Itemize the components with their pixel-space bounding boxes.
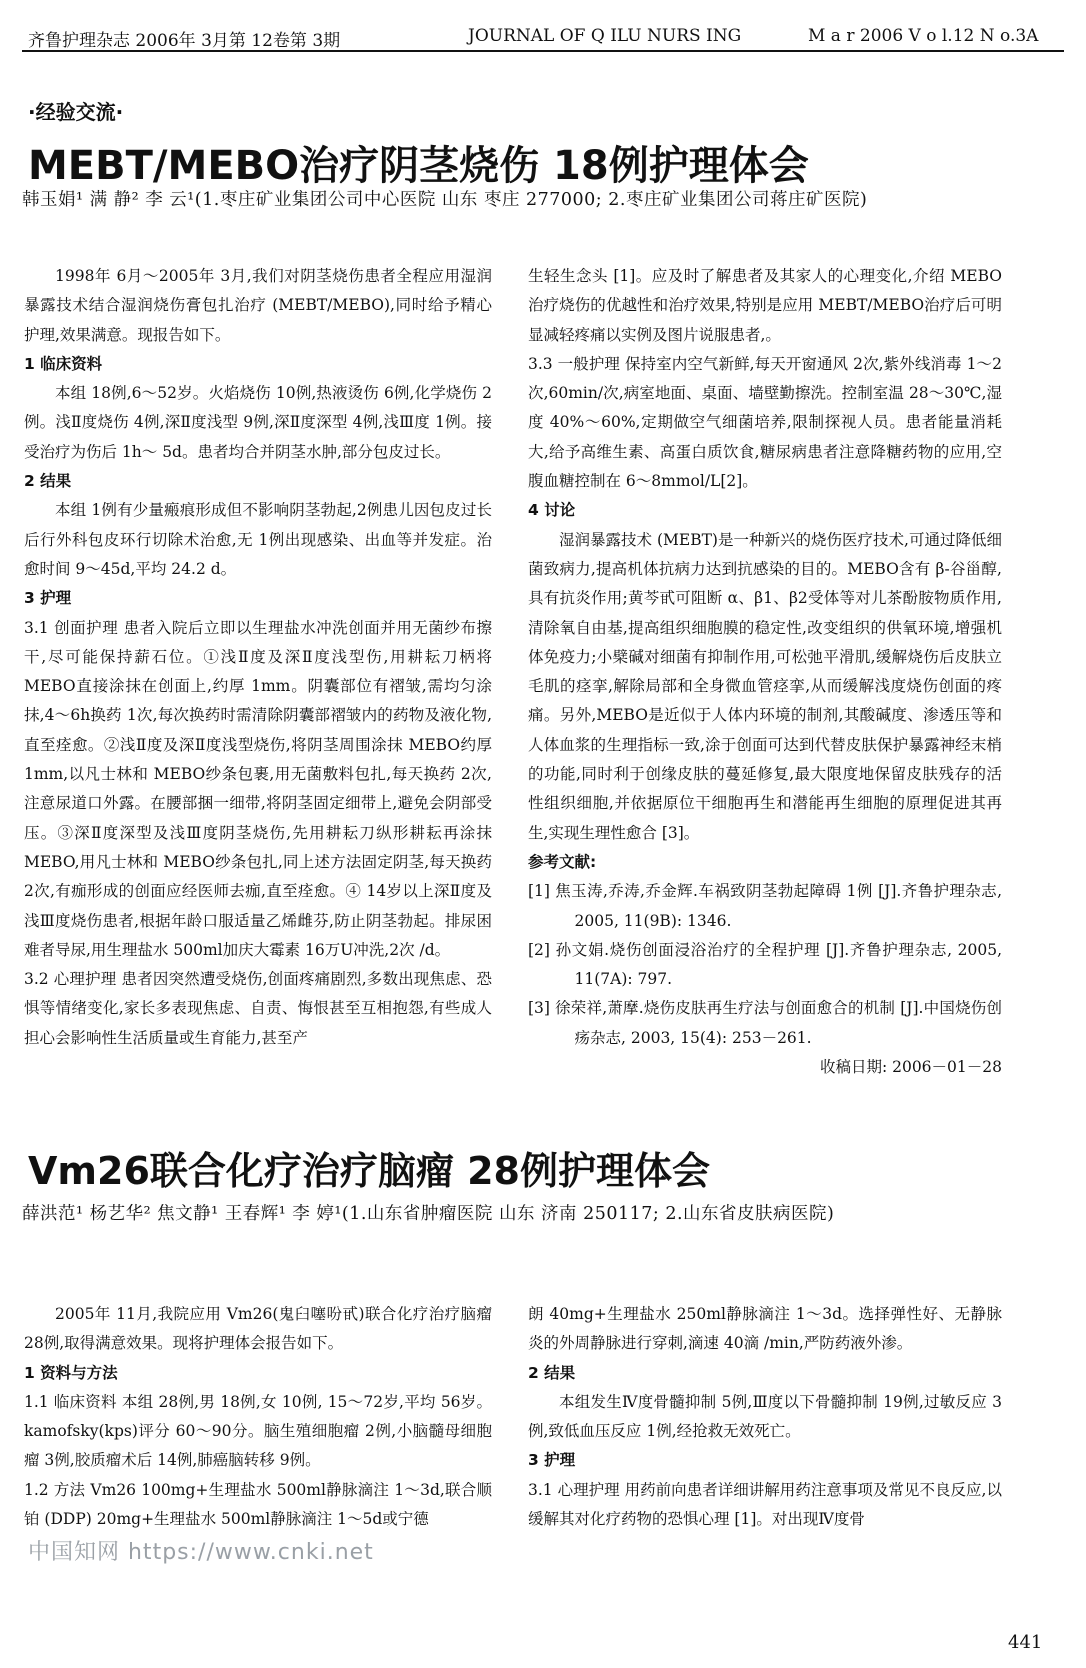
section-heading: 2 结果	[24, 472, 72, 491]
section-heading: 4 讨论	[528, 501, 576, 520]
article2-title: Vm26联合化疗治疗脑瘤 28例护理体会	[28, 1149, 710, 1193]
header-rule	[22, 50, 1064, 52]
paragraph: 1998年 6月～2005年 3月,我们对阴茎烧伤患者全程应用湿润暴露技术结合湿润烧伤膏包扎治疗 (MEBT/MEBO),同时给予精心护理,效果满意。现报告如下。	[24, 267, 492, 344]
section-tag: ·经验交流·	[28, 100, 124, 124]
paragraph: 本组发生Ⅳ度骨髓抑制 5例,Ⅲ度以下骨髓抑制 19例,过敏反应 3例,致低血压反应 1例,经抢救无效死亡。	[528, 1392, 1002, 1441]
paragraph: 3.2 心理护理 患者因突然遭受烧伤,创面疼痛剧烈,多数出现焦虑、恐惧等情绪变化,家长多表现焦虑、自责、悔恨甚至互相抱怨,有些成人担心会影响性生活质量或生育能力,甚至产	[24, 970, 492, 1047]
paragraph: 本组 18例,6～52岁。火焰烧伤 10例,热液烫伤 6例,化学烧伤 2例。浅Ⅱ度烧伤 4例,深Ⅱ度浅型 9例,深Ⅱ度深型 4例,浅Ⅲ度 1例。接受治疗为伤后 1h～ 5d。患者均合并阴茎水肿,部分包皮过长。	[24, 384, 492, 461]
section-heading: 1 资料与方法	[24, 1363, 118, 1382]
article2-left-column	[24, 1300, 492, 1534]
running-header	[28, 26, 1058, 51]
header-right: M a r 2006 V o l.12 N o.3A	[808, 26, 1039, 46]
paragraph: 3.1 心理护理 用药前向患者详细讲解用药注意事项及常见不良反应,以缓解其对化疗药物的恐惧心理 [1]。对出现Ⅳ度骨	[528, 1480, 1002, 1529]
paragraph: 湿润暴露技术 (MEBT)是一种新兴的烧伤医疗技术,可通过降低细菌致病力,提高机体抗病力达到抗感染的目的。MEBO含有 β-谷甾醇,具有抗炎作用;黄芩甙可阻断 α、β1、β2受体等对儿茶酚胺物质作用,清除氧自由基,提高组织细胞膜的稳定性,改变组织的供氧环境,增强机体免疫力;小檗碱对细菌有抑制作用,可松弛平滑肌,缓解烧伤后皮肤立毛肌的痉挛,解除局部和全身微血管痉挛,从而缓解浅度烧伤创面的疼痛。另外,MEBO是近似于人体内环境的制剂,其酸碱度、渗透压等和人体血浆的生理指标一致,涂于创面可达到代替皮肤保护暴露神经末梢的功能,同时利于创缘皮肤的蔓延修复,最大限度地保留皮肤残存的活性组织细胞,并依据原位干细胞再生和潜能再生细胞的原理促进其再生,实现生理性愈合 [3]。	[528, 530, 1002, 842]
paragraph: 朗 40mg+生理盐水 250ml静脉滴注 1～3d。选择弹性好、无静脉炎的外周静脉进行穿刺,滴速 40滴 /min,严防药液外渗。	[528, 1305, 1002, 1353]
section-heading: 2 结果	[528, 1363, 576, 1382]
header-left: 齐鲁护理杂志 2006年 3月第 12卷第 3期	[28, 31, 341, 51]
article2-right-column	[528, 1300, 1002, 1534]
paragraph: 3.3 一般护理 保持室内空气新鲜,每天开窗通风 2次,紫外线消毒 1～2次,60min/次,病室地面、桌面、墙壁勤擦洗。控制室温 28～30℃,湿度 40%～60%,定期做空气细菌培养,限制探视人员。患者能量消耗大,给予高维生素、高蛋白质饮食,糖尿病患者注意降糖药物的应用,空腹血糖控制在 6～8mmol/L[2]。	[528, 354, 1002, 491]
paragraph: 1.2 方法 Vm26 100mg+生理盐水 500ml静脉滴注 1～3d,联合顺铂 (DDP) 20mg+生理盐水 500ml静脉滴注 1～5d或宁德	[24, 1480, 492, 1529]
paragraph: 1.1 临床资料 本组 28例,男 18例,女 10例, 15～72岁,平均 56岁。kamofsky(kps)评分 60～90分。脑生殖细胞瘤 2例,小脑髓母细胞瘤 3例,胶质瘤术后 14例,肺癌脑转移 9例。	[24, 1392, 492, 1470]
section-heading: 参考文献:	[528, 852, 597, 871]
cnki-watermark: 中国知网 https://www.cnki.net	[28, 1540, 374, 1565]
reference-item: [1] 焦玉涛,乔涛,乔金辉.车祸致阴茎勃起障碍 1例 [J].齐鲁护理杂志, 2005, 11(9B): 1346.	[528, 882, 1002, 930]
paragraph: 生轻生念头 [1]。应及时了解患者及其家人的心理变化,介绍 MEBO治疗烧伤的优越性和治疗效果,特别是应用 MEBT/MEBO治疗后可明显减轻疼痛以实例及图片说服患者,。	[528, 267, 1002, 344]
paragraph: 2005年 11月,我院应用 Vm26(鬼臼噻吩甙)联合化疗治疗脑瘤 28例,取得满意效果。现将护理体会报告如下。	[24, 1305, 492, 1353]
paragraph: 本组 1例有少量瘢痕形成但不影响阴茎勃起,2例患儿因包皮过长后行外科包皮环行切除术治愈,无 1例出现感染、出血等并发症。治愈时间 9～45d,平均 24.2 d。	[24, 501, 492, 578]
paragraph: 3.1 创面护理 患者入院后立即以生理盐水冲洗创面并用无菌纱布擦干,尽可能保持薪石位。①浅Ⅱ度及深Ⅱ度浅型伤,用耕耘刀柄将 MEBO直接涂抹在创面上,约厚 1mm。阴囊部位有褶皱,需均匀涂抹,4～6h换药 1次,每次换药时需清除阴囊部褶皱内的药物及液化物,直至痊愈。②浅Ⅱ度及深Ⅱ度浅型烧伤,将阴茎周围涂抹 MEBO约厚 1mm,以凡士林和 MEBO纱条包裹,用无菌敷料包扎,每天换药 2次,注意尿道口外露。在腰部捆一细带,将阴茎固定细带上,避免会阴部受压。③深Ⅱ度深型及浅Ⅲ度阴茎烧伤,先用耕耘刀纵形耕耘再涂抹 MEBO,用凡士林和 MEBO纱条包扎,同上述方法固定阴茎,每天换药 2次,有痂形成的创面应经医师去痂,直至痊愈。④ 14岁以上深Ⅱ度及浅Ⅲ度烧伤患者,根据年龄口服适量乙烯雌芬,防止阴茎勃起。排尿困难者导尿,用生理盐水 500ml加庆大霉素 16万U冲洗,2次 /d。	[24, 618, 492, 959]
paragraph: 收稿日期: 2006－01－28	[819, 1058, 1002, 1077]
article2-authors: 薛洪范¹ 杨艺华² 焦文静¹ 王春辉¹ 李 婷¹(1.山东省肿瘤医院 山东 济南 250117; 2.山东省皮肤病医院)	[22, 1204, 835, 1224]
reference-item: [2] 孙文娟.烧伤创面浸浴治疗的全程护理 [J].齐鲁护理杂志, 2005, 11(7A): 797.	[528, 940, 1002, 989]
section-heading: 3 护理	[24, 589, 72, 608]
section-heading: 3 护理	[528, 1451, 576, 1470]
section-heading: 1 临床资料	[24, 354, 103, 373]
header-center: JOURNAL OF Q ILU NURS ING	[468, 26, 742, 46]
reference-item: [3] 徐荣祥,萧摩.烧伤皮肤再生疗法与创面愈合的机制 [J].中国烧伤创疡杂志, 2003, 15(4): 253－261.	[528, 999, 1002, 1047]
article1-authors: 韩玉娟¹ 满 静² 李 云¹(1.枣庄矿业集团公司中心医院 山东 枣庄 277000; 2.枣庄矿业集团公司蒋庄矿医院)	[22, 190, 868, 210]
article1-left-column	[24, 262, 492, 1053]
page-number: 441	[1008, 1632, 1043, 1653]
article1-title: MEBT/MEBO治疗阴茎烧伤 18例护理体会	[28, 143, 809, 189]
article1-right-column	[528, 262, 1002, 1082]
